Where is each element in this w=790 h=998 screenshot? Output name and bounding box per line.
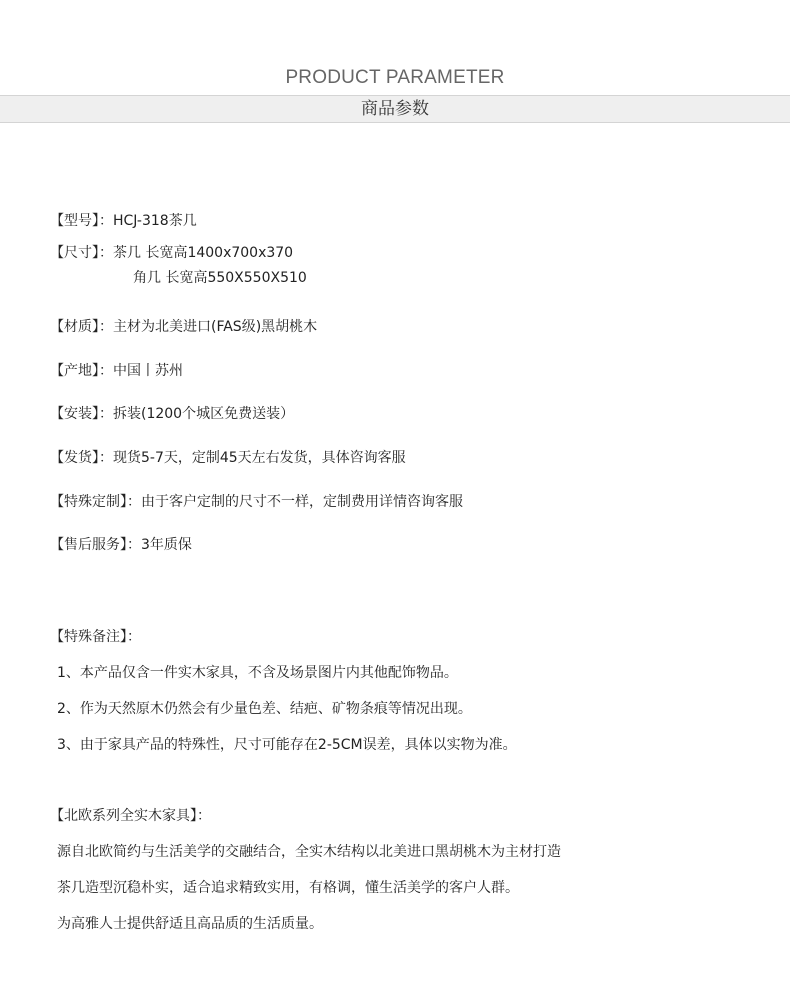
series-title: 【北欧系列全实木家具】： bbox=[50, 808, 211, 824]
series-line: 茶几造型沉稳朴实，适合追求精致实用，有格调，懂生活美学的客户人群。 bbox=[57, 880, 519, 896]
param-material: 【材质】：主材为北美进口(FAS级)黑胡桃木 bbox=[50, 319, 318, 335]
series-line: 源自北欧简约与生活美学的交融结合，全实木结构以北美进口黑胡桃木为主材打造 bbox=[57, 844, 561, 860]
param-size: 【尺寸】：茶几 长宽高1400x700x370 bbox=[50, 245, 294, 261]
series-line: 为高雅人士提供舒适且高品质的生活质量。 bbox=[57, 916, 323, 932]
param-size-secondary: 角几 长宽高550X550X510 bbox=[133, 270, 307, 286]
header-title-en: PRODUCT PARAMETER bbox=[285, 67, 505, 88]
param-shipping: 【发货】：现货5-7天，定制45天左右发货，具体咨询客服 bbox=[50, 450, 406, 466]
param-custom: 【特殊定制】：由于客户定制的尺寸不一样，定制费用详情咨询客服 bbox=[50, 494, 463, 510]
param-after-sales: 【售后服务】：3年质保 bbox=[50, 537, 192, 553]
param-model: 【型号】：HCJ-318茶几 bbox=[50, 213, 197, 229]
header-bar bbox=[0, 95, 790, 123]
notes-item: 3、由于家具产品的特殊性，尺寸可能存在2-5CM误差，具体以实物为准。 bbox=[57, 737, 517, 753]
param-install: 【安装】：拆装(1200个城区免费送装） bbox=[50, 406, 295, 422]
notes-item: 2、作为天然原木仍然会有少量色差、结疤、矿物条痕等情况出现。 bbox=[57, 701, 472, 717]
param-origin: 【产地】：中国丨苏州 bbox=[50, 363, 183, 379]
notes-item: 1、本产品仅含一件实木家具，不含及场景图片内其他配饰物品。 bbox=[57, 665, 458, 681]
notes-title: 【特殊备注】： bbox=[50, 629, 141, 645]
header-title-cn: 商品参数 bbox=[361, 99, 429, 119]
